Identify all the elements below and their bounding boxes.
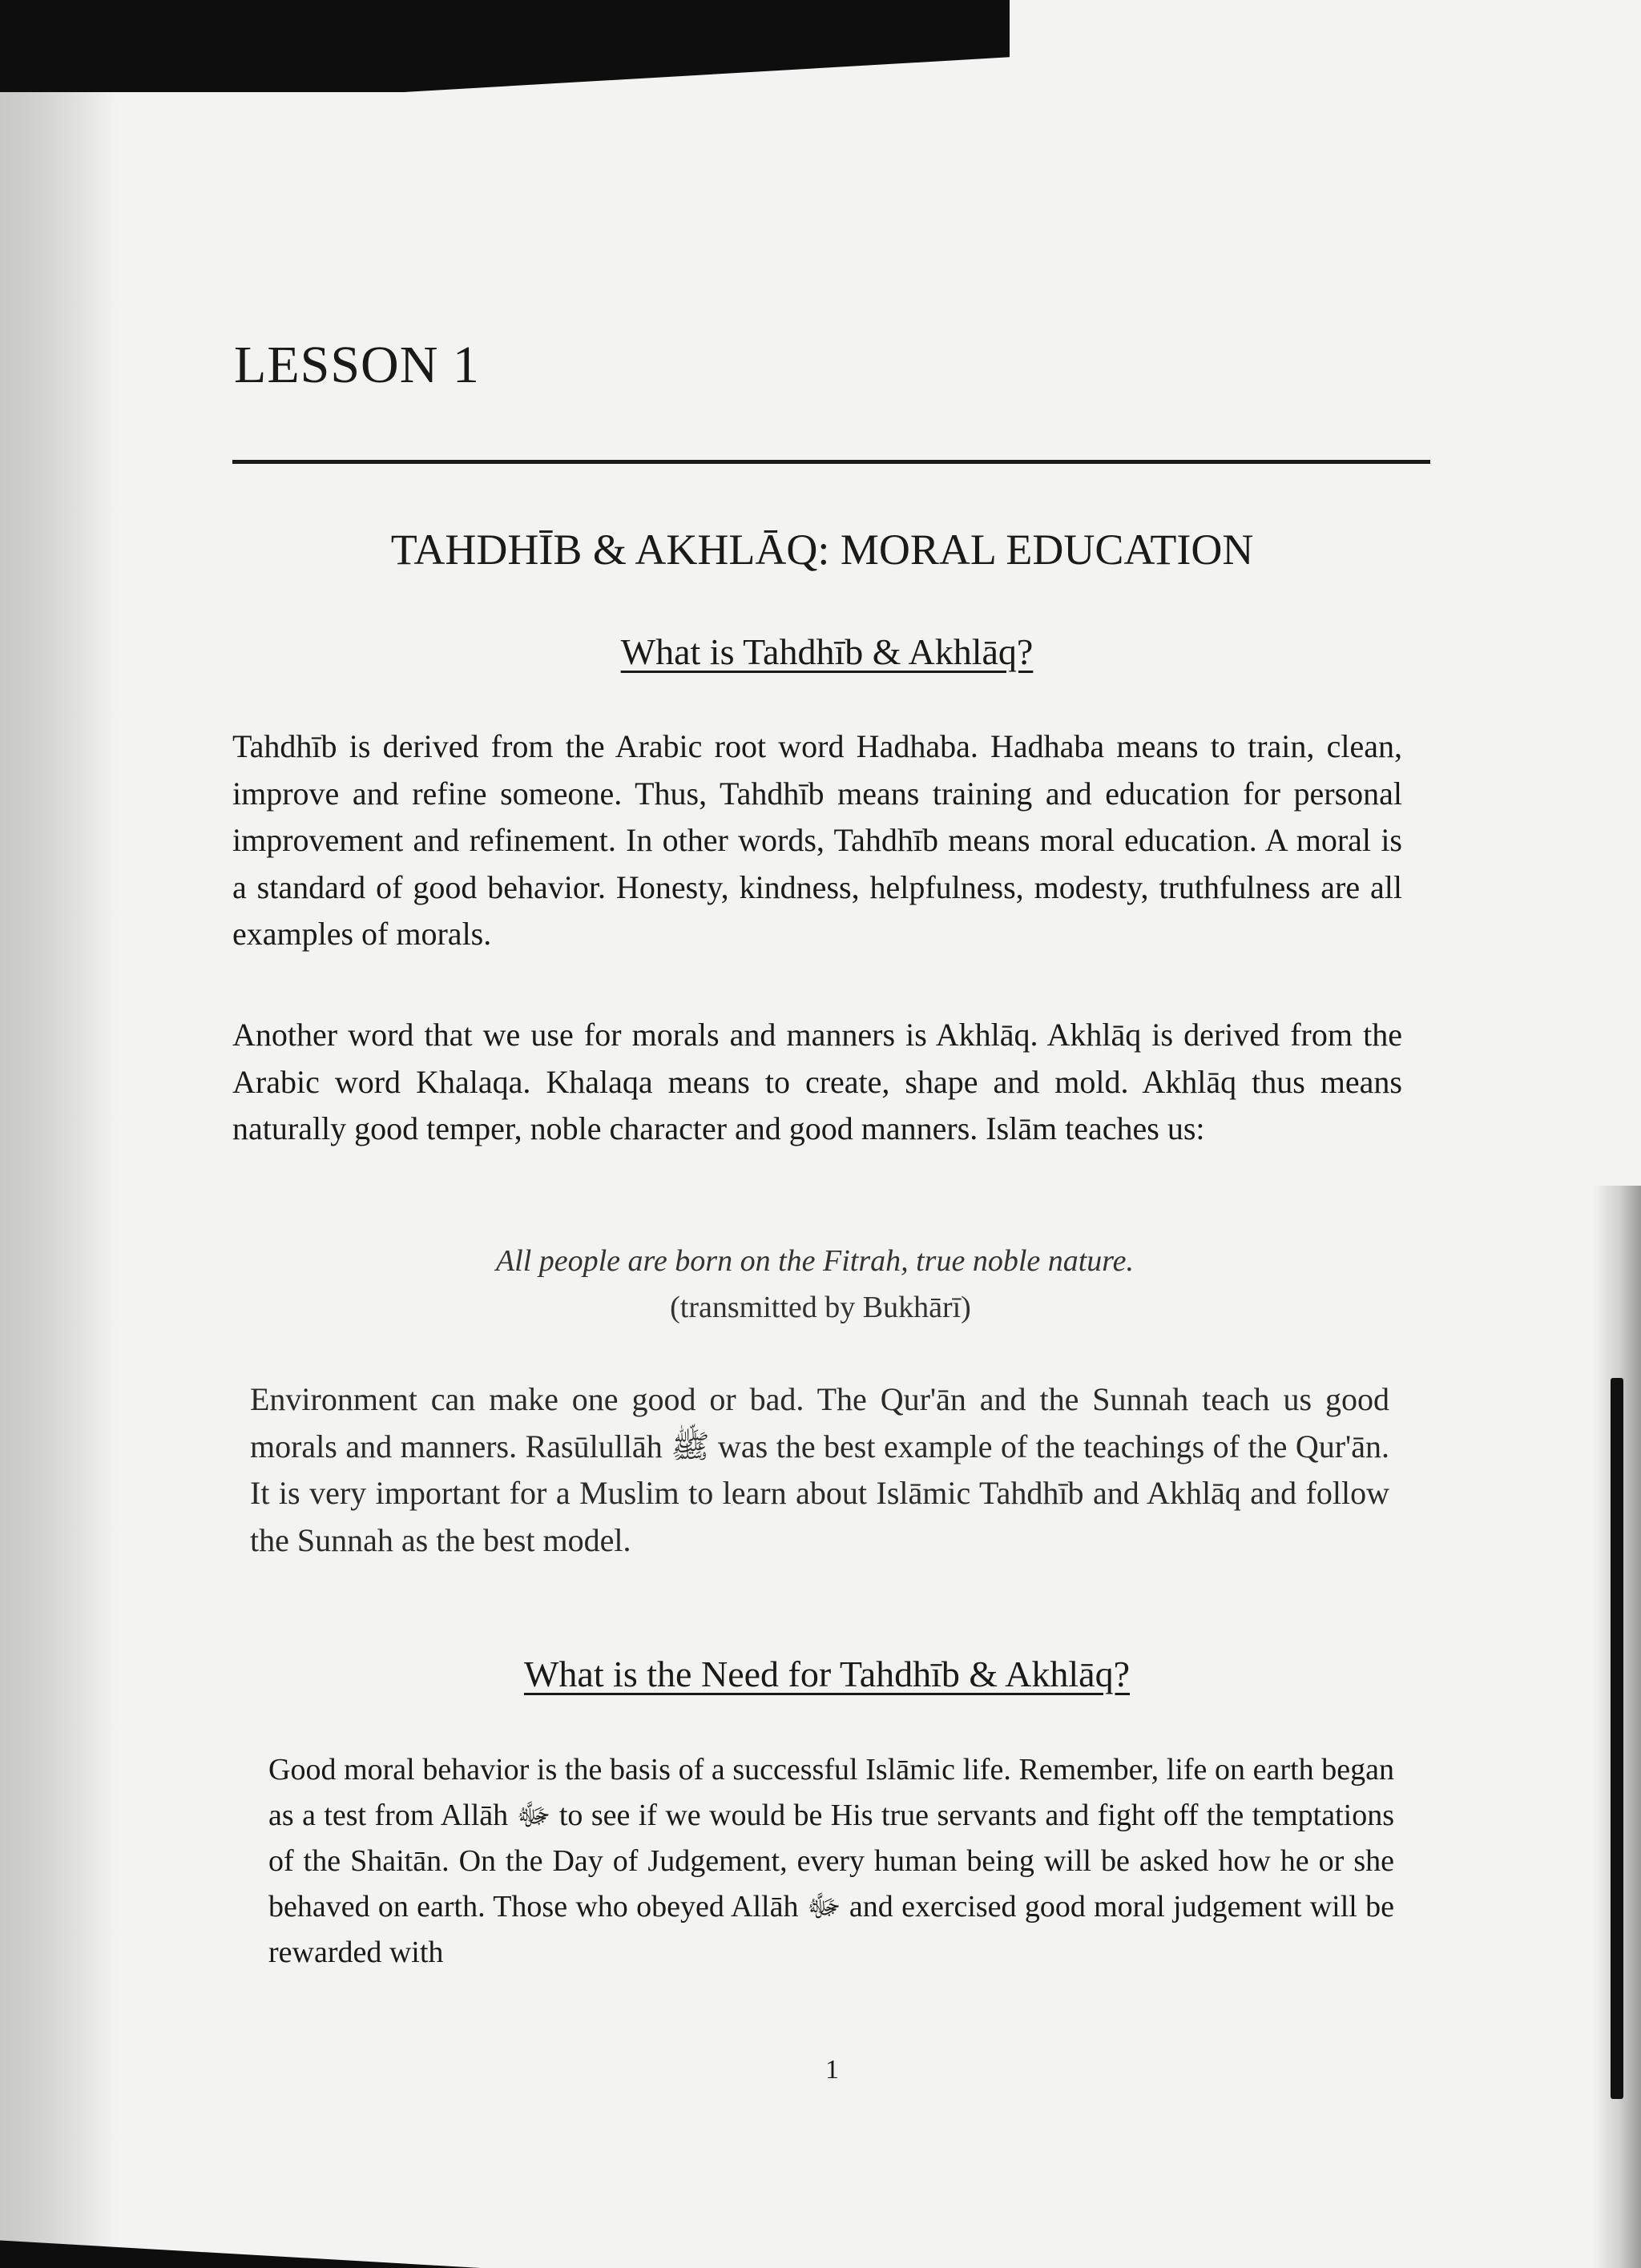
page-binding-shadow (0, 0, 112, 2268)
top-scan-edge (0, 0, 1010, 92)
title-rule (232, 460, 1430, 464)
quote-attribution: (transmitted by Bukhārī) (670, 1291, 971, 1324)
paragraph-environment: Environment can make one good or bad. The Qur'ān and the Sunnah teach us good morals and manners. Rasūlullāh ﷺ was the best example of the teachings of the Qur'ān. It is very important for a Muslim to learn about Islāmic Tahdhīb and Akhlāq and follow the Sunnah as the best model. (250, 1381, 1389, 1558)
quote-text: All people are born on the Fitrah, true noble nature. (495, 1244, 1135, 1278)
lesson-title: LESSON 1 (234, 336, 480, 394)
section-heading-need (0, 1653, 1641, 1695)
main-title (0, 525, 1641, 574)
main-title-text: TAHDHĪB & AKHLĀQ: MORAL EDUCATION (390, 526, 1254, 574)
paragraph-moral-behavior: Good moral behavior is the basis of a successful Islāmic life. Remember, life on earth began as a test from Allāh ﷻ to see if we would be His true servants and fight off the temptations of the Shaitān. On the Day of Judgement, every human being will be asked how he or she behaved on earth. Those who obeyed Allāh ﷻ and exercised good moral judgement will be rewarded with (268, 1753, 1395, 1969)
hadith-quote (0, 1238, 1641, 1331)
right-scan-bar (1611, 1378, 1623, 2099)
section-heading-text: What is Tahdhīb & Akhlāq? (620, 631, 1034, 672)
page-number: 1 (825, 2055, 839, 2085)
paragraph-akhlaq: Another word that we use for morals and manners is Akhlāq. Akhlāq is derived from the Arabic word Khalaqa. Khalaqa means to create, shape and mold. Akhlāq thus means naturally good temper, noble character and good manners. Islām teaches us: (232, 1017, 1402, 1146)
section-heading-what-is (0, 630, 1641, 673)
section-heading-text: What is the Need for Tahdhīb & Akhlāq? (523, 1654, 1130, 1694)
paragraph-tahdhib: Tahdhīb is derived from the Arabic root word Hadhaba. Hadhaba means to train, clean, improve and refine someone. Thus, Tahdhīb means training and education for personal improvement and refinement. In other words, Tahdhīb means moral education. A moral is a standard of good behavior. Honesty, kindness, helpfulness, modesty, truthfulness are all examples of morals. (232, 728, 1402, 952)
